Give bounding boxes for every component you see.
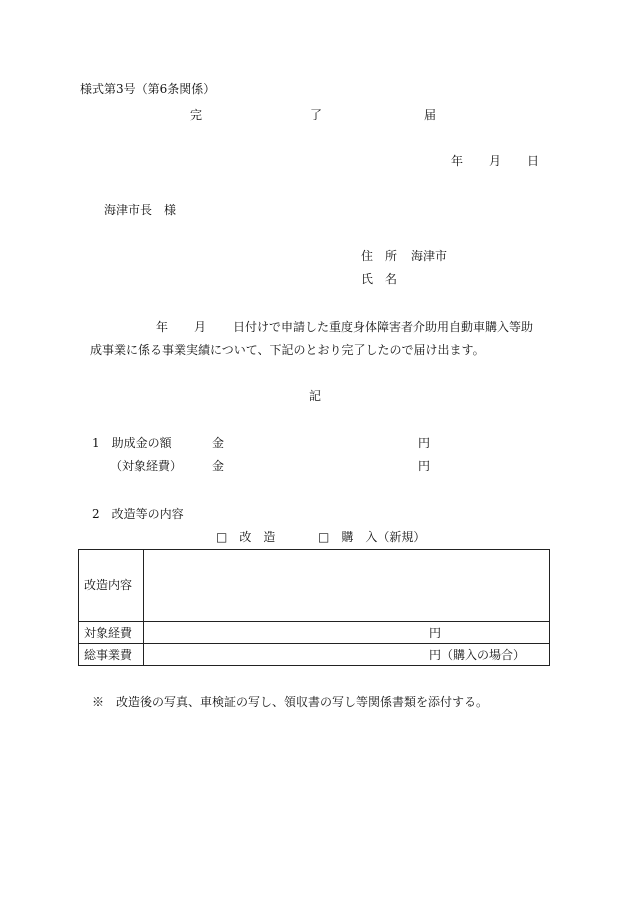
date-day: 日 <box>527 154 540 168</box>
item1-sub-kin: 金 <box>212 459 225 473</box>
date-month: 月 <box>489 154 502 168</box>
title-char-1: 完 <box>190 108 203 122</box>
attachment-note: ※ 改造後の写真、車検証の写し、領収書の写し等関係書類を添付する。 <box>92 695 489 709</box>
row-kaizou-label: 改造内容 <box>84 578 133 592</box>
table-row-divider-1 <box>79 621 549 622</box>
form-number: 様式第3号（第6条関係） <box>80 82 216 96</box>
row-taishou-unit: 円 <box>429 626 442 640</box>
body-line1: 日付けで申請した重度身体障害者介助用自動車購入等助 <box>233 320 534 334</box>
address-label: 住 所 <box>361 249 398 263</box>
item1-yen: 円 <box>418 436 431 450</box>
body-month: 月 <box>194 320 207 334</box>
name-label: 氏 名 <box>361 272 398 286</box>
item1-sub-yen: 円 <box>418 459 431 473</box>
table-column-divider <box>143 550 144 665</box>
row-soujigyou-unit: 円（購入の場合） <box>429 648 526 662</box>
item1-sub-label: （対象経費） <box>110 459 183 473</box>
title-char-3: 届 <box>424 108 437 122</box>
item1-label: 1 助成金の額 <box>92 436 172 450</box>
row-soujigyou-label: 総事業費 <box>84 648 133 662</box>
body-year: 年 <box>156 320 169 334</box>
addressee: 海津市長 様 <box>104 203 177 217</box>
option-kounyuu-checkbox[interactable]: □ 購 入（新規） <box>318 530 426 544</box>
title-char-2: 了 <box>310 108 323 122</box>
date-year: 年 <box>451 154 464 168</box>
ki-heading: 記 <box>309 389 322 403</box>
body-line2: 成事業に係る事業実績について、下記のとおり完了したので届け出ます。 <box>90 343 485 357</box>
item1-kin: 金 <box>212 436 225 450</box>
item2-label: 2 改造等の内容 <box>92 507 184 521</box>
option-kaizou-checkbox[interactable]: □ 改 造 <box>216 530 276 544</box>
content-table <box>78 549 550 666</box>
row-taishou-label: 対象経費 <box>84 626 133 640</box>
table-row-divider-2 <box>79 643 549 644</box>
address-value: 海津市 <box>411 249 448 263</box>
